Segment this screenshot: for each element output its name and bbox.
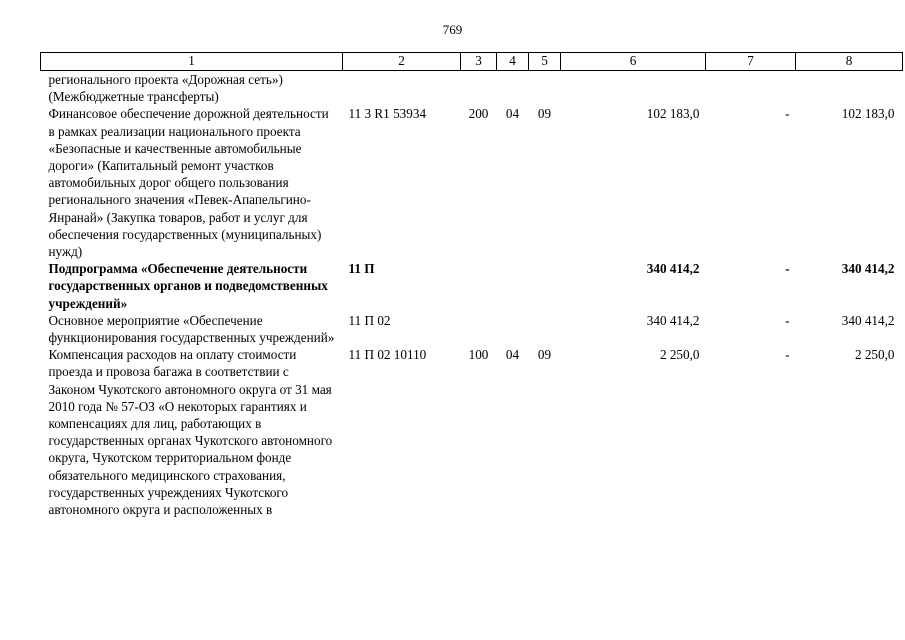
row-col3: 100 — [468, 347, 489, 363]
table-header-row — [41, 53, 903, 71]
header-cell: 8 — [796, 53, 903, 71]
header-cell: 5 — [529, 53, 561, 71]
row-col7: - — [785, 106, 790, 122]
table-row — [41, 346, 903, 518]
header-cell: 6 — [561, 53, 706, 71]
row-col5 — [529, 71, 561, 106]
row-col7: - — [785, 347, 790, 363]
row-col5: 09 — [537, 347, 552, 363]
row-col8: 340 414,2 — [841, 261, 895, 277]
row-name: Компенсация расходов на оплату стоимости проезда и провоза багажа в соответствии с Законом Чукотского автономного округа от 31 мая 2010 года № 57-ОЗ «О некоторых гарантиях и компенсациях для лиц, работающих в государственных органах Чукотского автономного округа, Чукотском территориальном фонде обязательного медицинского страхования, государственных учреждениях Чукотского автономного округа и расположенных в — [48, 347, 333, 518]
row-col5: 09 — [537, 106, 552, 122]
row-col3 — [461, 312, 497, 346]
row-col4 — [497, 71, 529, 106]
row-col3: 200 — [468, 106, 489, 122]
row-code — [343, 71, 461, 106]
row-col8 — [796, 71, 903, 106]
header-cell: 2 — [343, 53, 461, 71]
row-name: регионального проекта «Дорожная сеть») (Межбюджетные трансферты) — [48, 72, 283, 105]
row-name: Основное мероприятие «Обеспечение функционирования государственных учреждений» — [48, 312, 335, 346]
row-col4: 04 — [505, 347, 520, 363]
page-number: 769 — [442, 22, 463, 37]
header-cell: 4 — [497, 53, 529, 71]
row-col8: 2 250,0 — [854, 347, 895, 363]
row-col8: 340 414,2 — [841, 312, 895, 328]
header-cell: 1 — [41, 53, 343, 71]
row-col6: 340 414,2 — [646, 261, 700, 277]
row-col6: 340 414,2 — [646, 312, 700, 328]
row-col7 — [706, 71, 796, 106]
row-name: Подпрограмма «Обеспечение деятельности государственных органов и подведомственных учреждений» — [48, 261, 328, 311]
header-cell: 3 — [461, 53, 497, 71]
budget-table — [40, 52, 903, 518]
row-col6: 102 183,0 — [646, 106, 700, 122]
row-col8: 102 183,0 — [841, 106, 895, 122]
row-col4: 04 — [505, 106, 520, 122]
row-col3 — [461, 71, 497, 106]
row-col5 — [529, 260, 561, 312]
row-col3 — [461, 260, 497, 312]
row-code: 11 П — [348, 261, 375, 277]
table-row — [41, 312, 903, 346]
row-code: 11 П 02 10110 — [348, 347, 427, 363]
row-col6: 2 250,0 — [659, 347, 700, 363]
row-col4 — [497, 260, 529, 312]
row-name: Финансовое обеспечение дорожной деятельности в рамках реализации национального проекта «Безопасные и качественные автомобильные дороги» (Капитальный ремонт участков автомобильных дорог общего пользования регионального значения «Певек-Апапельгино-Янранай» (Закупка товаров, работ и услуг для обеспечения государственных (муниципальных) нужд) — [48, 106, 329, 260]
row-col4 — [497, 312, 529, 346]
row-code: 11 3 R1 53934 — [348, 106, 427, 122]
row-col7: - — [785, 312, 790, 328]
row-code: 11 П 02 — [348, 312, 391, 328]
row-col7: - — [785, 261, 790, 277]
row-col6 — [561, 71, 706, 106]
header-cell: 7 — [706, 53, 796, 71]
table-row — [41, 71, 903, 106]
table-row — [41, 105, 903, 260]
row-col5 — [529, 312, 561, 346]
table-row — [41, 260, 903, 312]
